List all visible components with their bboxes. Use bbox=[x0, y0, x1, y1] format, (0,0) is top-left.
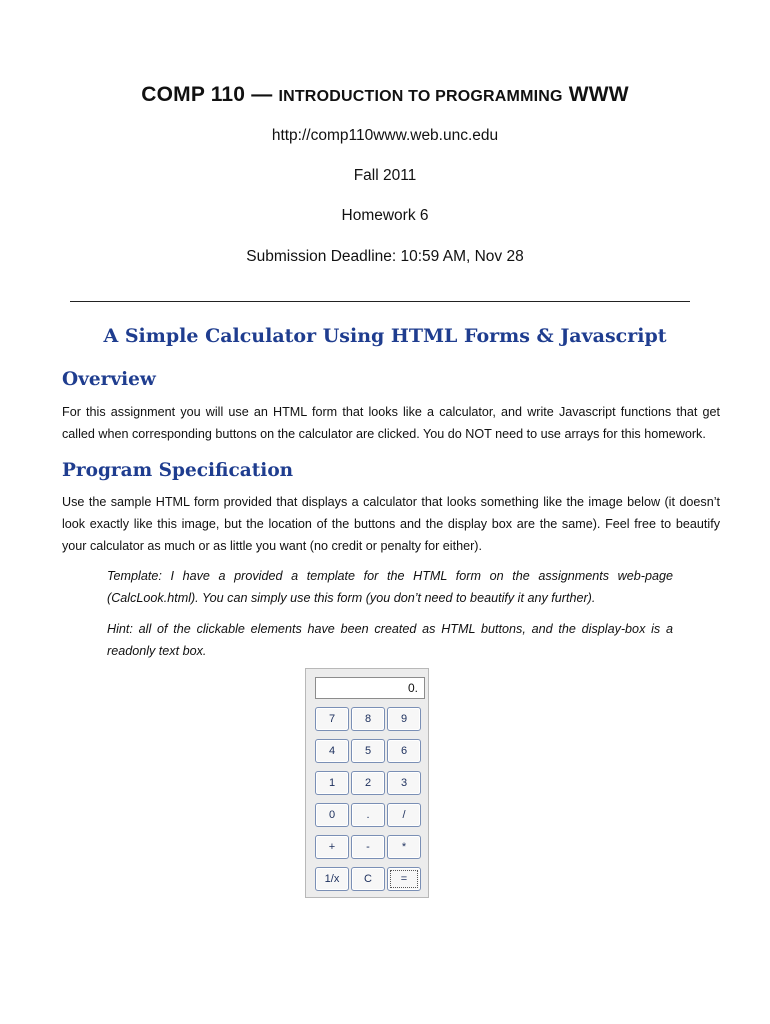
key-0: 0 bbox=[315, 803, 349, 827]
term: Fall 2011 bbox=[353, 167, 417, 184]
key-7: 7 bbox=[315, 707, 349, 731]
key-plus: + bbox=[315, 835, 349, 859]
hint-note: Hint: all of the clickable elements have been created as HTML buttons, and the display-box is a readonly text box. bbox=[107, 622, 673, 658]
overview-heading: Overview bbox=[62, 369, 156, 390]
title-prefix: COMP 110 — bbox=[141, 83, 279, 106]
calculator-image bbox=[305, 668, 429, 898]
calculator-keypad bbox=[315, 707, 423, 891]
key-multiply: * bbox=[387, 835, 421, 859]
title-small-caps: INTRODUCTION TO PROGRAMMING bbox=[278, 88, 563, 105]
overview-paragraph: For this assignment you will use an HTML form that looks like a calculator, and write Javascript functions that get called when corresponding buttons on the calculator are clicked. You do NOT need to use arrays for this homework. bbox=[62, 405, 720, 441]
key-minus: - bbox=[351, 835, 385, 859]
key-1: 1 bbox=[315, 771, 349, 795]
key-equals: = bbox=[387, 867, 421, 891]
key-9: 9 bbox=[387, 707, 421, 731]
document-heading: A Simple Calculator Using HTML Forms & Javascript bbox=[103, 325, 667, 347]
spec-paragraph: Use the sample HTML form provided that displays a calculator that looks something like the image below (it doesn’t look exactly like this image, but the location of the buttons and the display box are the same). Feel free to beautify your calculator as much or as little you want (no credit or penalty for either). bbox=[62, 495, 720, 553]
key-decimal: . bbox=[351, 803, 385, 827]
key-reciprocal: 1/x bbox=[315, 867, 349, 891]
spec-heading: Program Specification bbox=[62, 460, 294, 481]
key-clear: C bbox=[351, 867, 385, 891]
key-4: 4 bbox=[315, 739, 349, 763]
key-5: 5 bbox=[351, 739, 385, 763]
template-note: Template: I have a provided a template for the HTML form on the assignments web-page (CalcLook.html). You can simply use this form (you don’t need to beautify it any further). bbox=[107, 569, 673, 605]
course-url: http://comp110www.web.unc.edu bbox=[271, 127, 499, 144]
homework-number: Homework 6 bbox=[341, 207, 429, 224]
calculator-display: 0. bbox=[315, 677, 425, 699]
key-8: 8 bbox=[351, 707, 385, 731]
title-suffix: WWW bbox=[562, 83, 629, 106]
key-divide: / bbox=[387, 803, 421, 827]
key-2: 2 bbox=[351, 771, 385, 795]
course-title bbox=[0, 83, 770, 107]
key-3: 3 bbox=[387, 771, 421, 795]
key-6: 6 bbox=[387, 739, 421, 763]
submission-deadline: Submission Deadline: 10:59 AM, Nov 28 bbox=[246, 248, 524, 265]
divider-line bbox=[70, 301, 690, 302]
